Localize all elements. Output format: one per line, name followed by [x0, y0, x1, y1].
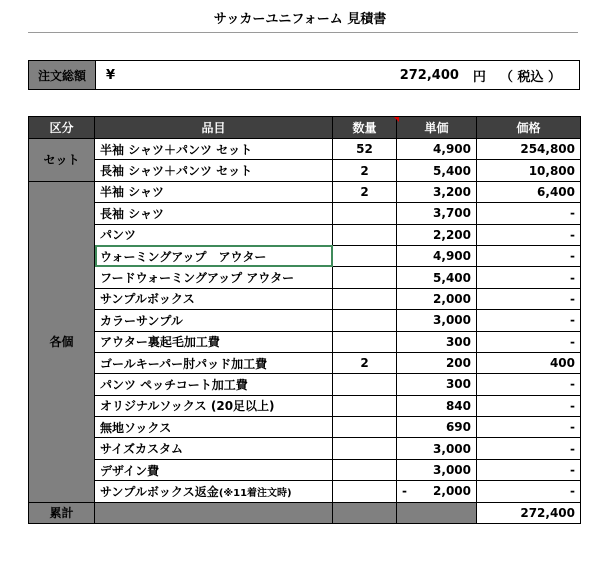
table-row: [29, 374, 581, 395]
qty-cell[interactable]: 52: [333, 139, 397, 160]
price-cell[interactable]: -: [477, 374, 581, 395]
qty-cell[interactable]: [333, 288, 397, 309]
unit-price-cell[interactable]: 840: [397, 395, 477, 416]
table-header-row: [29, 117, 581, 139]
table-row: [29, 331, 581, 352]
grand-total-row: [29, 502, 581, 523]
unit-price-cell[interactable]: 3,000: [397, 438, 477, 459]
order-total-box: [28, 60, 580, 90]
selected-item-cell[interactable]: ウォーミングアップ アウター: [95, 245, 333, 266]
empty-cell: [397, 502, 477, 523]
price-cell[interactable]: -: [477, 203, 581, 224]
unit-price-value: 2,000: [433, 484, 471, 499]
qty-cell[interactable]: [333, 481, 397, 502]
qty-cell[interactable]: [333, 438, 397, 459]
item-cell[interactable]: 長袖 シャツ: [95, 203, 333, 224]
order-total-tax-note: （ 税込 ）: [499, 69, 561, 85]
refund-item-label: サンプルボックス返金: [100, 484, 219, 499]
header-item: 品目: [95, 117, 333, 139]
qty-cell[interactable]: 2: [333, 160, 397, 181]
unit-price-cell[interactable]: 5,400: [397, 160, 477, 181]
price-cell[interactable]: -: [477, 224, 581, 245]
qty-cell[interactable]: [333, 395, 397, 416]
item-cell[interactable]: アウター裏起毛加工費: [95, 331, 333, 352]
table-row: [29, 481, 581, 502]
unit-price-cell[interactable]: 300: [397, 331, 477, 352]
price-cell[interactable]: -: [477, 459, 581, 480]
unit-price-cell[interactable]: 200: [397, 352, 477, 373]
category-total: 累計: [29, 502, 95, 523]
table-row: [29, 267, 581, 288]
empty-cell: [333, 502, 397, 523]
grand-total-value[interactable]: 272,400: [477, 502, 581, 523]
price-cell[interactable]: -: [477, 310, 581, 331]
table-row: [29, 417, 581, 438]
order-total-amount-area: [136, 61, 579, 89]
table-row: [29, 181, 581, 202]
item-cell[interactable]: 半袖 シャツ＋パンツ セット: [95, 139, 333, 160]
price-cell[interactable]: -: [477, 267, 581, 288]
estimate-table: [28, 116, 581, 524]
unit-price-cell[interactable]: 2,000: [397, 288, 477, 309]
table-row: [29, 160, 581, 181]
header-price: 価格: [477, 117, 581, 139]
item-cell[interactable]: 半袖 シャツ: [95, 181, 333, 202]
price-cell[interactable]: 10,800: [477, 160, 581, 181]
qty-cell[interactable]: [333, 310, 397, 331]
price-cell[interactable]: 6,400: [477, 181, 581, 202]
price-cell[interactable]: -: [477, 245, 581, 266]
item-cell[interactable]: サンプルボックス: [95, 288, 333, 309]
item-cell[interactable]: オリジナルソックス (20足以上): [95, 395, 333, 416]
unit-price-cell[interactable]: 4,900: [397, 245, 477, 266]
category-set: セット: [29, 139, 95, 182]
title-divider: [28, 32, 578, 33]
price-cell[interactable]: -: [477, 438, 581, 459]
qty-cell[interactable]: [333, 417, 397, 438]
table-row: [29, 395, 581, 416]
price-cell[interactable]: -: [477, 481, 581, 502]
price-cell[interactable]: 400: [477, 352, 581, 373]
price-cell[interactable]: -: [477, 331, 581, 352]
unit-price-cell[interactable]: 300: [397, 374, 477, 395]
table-row: [29, 310, 581, 331]
table-row: [29, 438, 581, 459]
table-row: [29, 139, 581, 160]
table-row: [29, 203, 581, 224]
item-cell[interactable]: 無地ソックス: [95, 417, 333, 438]
item-cell[interactable]: [95, 481, 333, 502]
item-cell[interactable]: パンツ: [95, 224, 333, 245]
unit-price-cell[interactable]: 690: [397, 417, 477, 438]
unit-price-cell[interactable]: 4,900: [397, 139, 477, 160]
empty-cell: [95, 502, 333, 523]
comment-indicator[interactable]: [394, 117, 399, 122]
order-total-amount: 272,400: [399, 67, 459, 83]
order-total-unit: 円: [472, 69, 486, 85]
currency-symbol: ¥: [106, 67, 116, 83]
unit-price-cell[interactable]: [397, 481, 477, 502]
unit-price-cell[interactable]: 3,700: [397, 203, 477, 224]
qty-cell[interactable]: [333, 224, 397, 245]
header-unit-price: 単価: [397, 117, 477, 139]
qty-cell[interactable]: [333, 459, 397, 480]
qty-cell[interactable]: [333, 203, 397, 224]
header-qty: 数量: [333, 117, 397, 139]
header-category: 区分: [29, 117, 95, 139]
unit-price-cell[interactable]: 3,000: [397, 310, 477, 331]
unit-price-cell[interactable]: 2,200: [397, 224, 477, 245]
qty-cell[interactable]: 2: [333, 181, 397, 202]
item-cell[interactable]: パンツ ペッチコート加工費: [95, 374, 333, 395]
qty-cell[interactable]: [333, 267, 397, 288]
order-total-label: 注文総額: [29, 61, 96, 89]
category-individual: 各個: [29, 181, 95, 502]
price-cell[interactable]: -: [477, 288, 581, 309]
price-cell[interactable]: -: [477, 395, 581, 416]
price-cell[interactable]: -: [477, 417, 581, 438]
qty-cell[interactable]: 2: [333, 352, 397, 373]
unit-price-cell[interactable]: 3,000: [397, 459, 477, 480]
table-row: [29, 352, 581, 373]
item-cell[interactable]: カラーサンプル: [95, 310, 333, 331]
refund-item-note: (※11着注文時): [218, 487, 292, 499]
qty-cell[interactable]: [333, 331, 397, 352]
table-row: [29, 245, 581, 266]
item-cell[interactable]: サイズカスタム: [95, 438, 333, 459]
item-cell[interactable]: ゴールキーパー肘パッド加工費: [95, 352, 333, 373]
table-row: [29, 459, 581, 480]
qty-cell[interactable]: [333, 245, 397, 266]
unit-price-cell[interactable]: 5,400: [397, 267, 477, 288]
unit-price-sign: -: [402, 484, 407, 499]
item-cell[interactable]: 長袖 シャツ＋パンツ セット: [95, 160, 333, 181]
document-title: サッカーユニフォーム 見積書: [213, 12, 387, 27]
table-row: [29, 288, 581, 309]
price-cell[interactable]: 254,800: [477, 139, 581, 160]
unit-price-cell[interactable]: 3,200: [397, 181, 477, 202]
table-row: [29, 224, 581, 245]
item-cell[interactable]: フードウォーミングアップ アウター: [95, 267, 333, 288]
qty-cell[interactable]: [333, 374, 397, 395]
item-cell[interactable]: デザイン費: [95, 459, 333, 480]
